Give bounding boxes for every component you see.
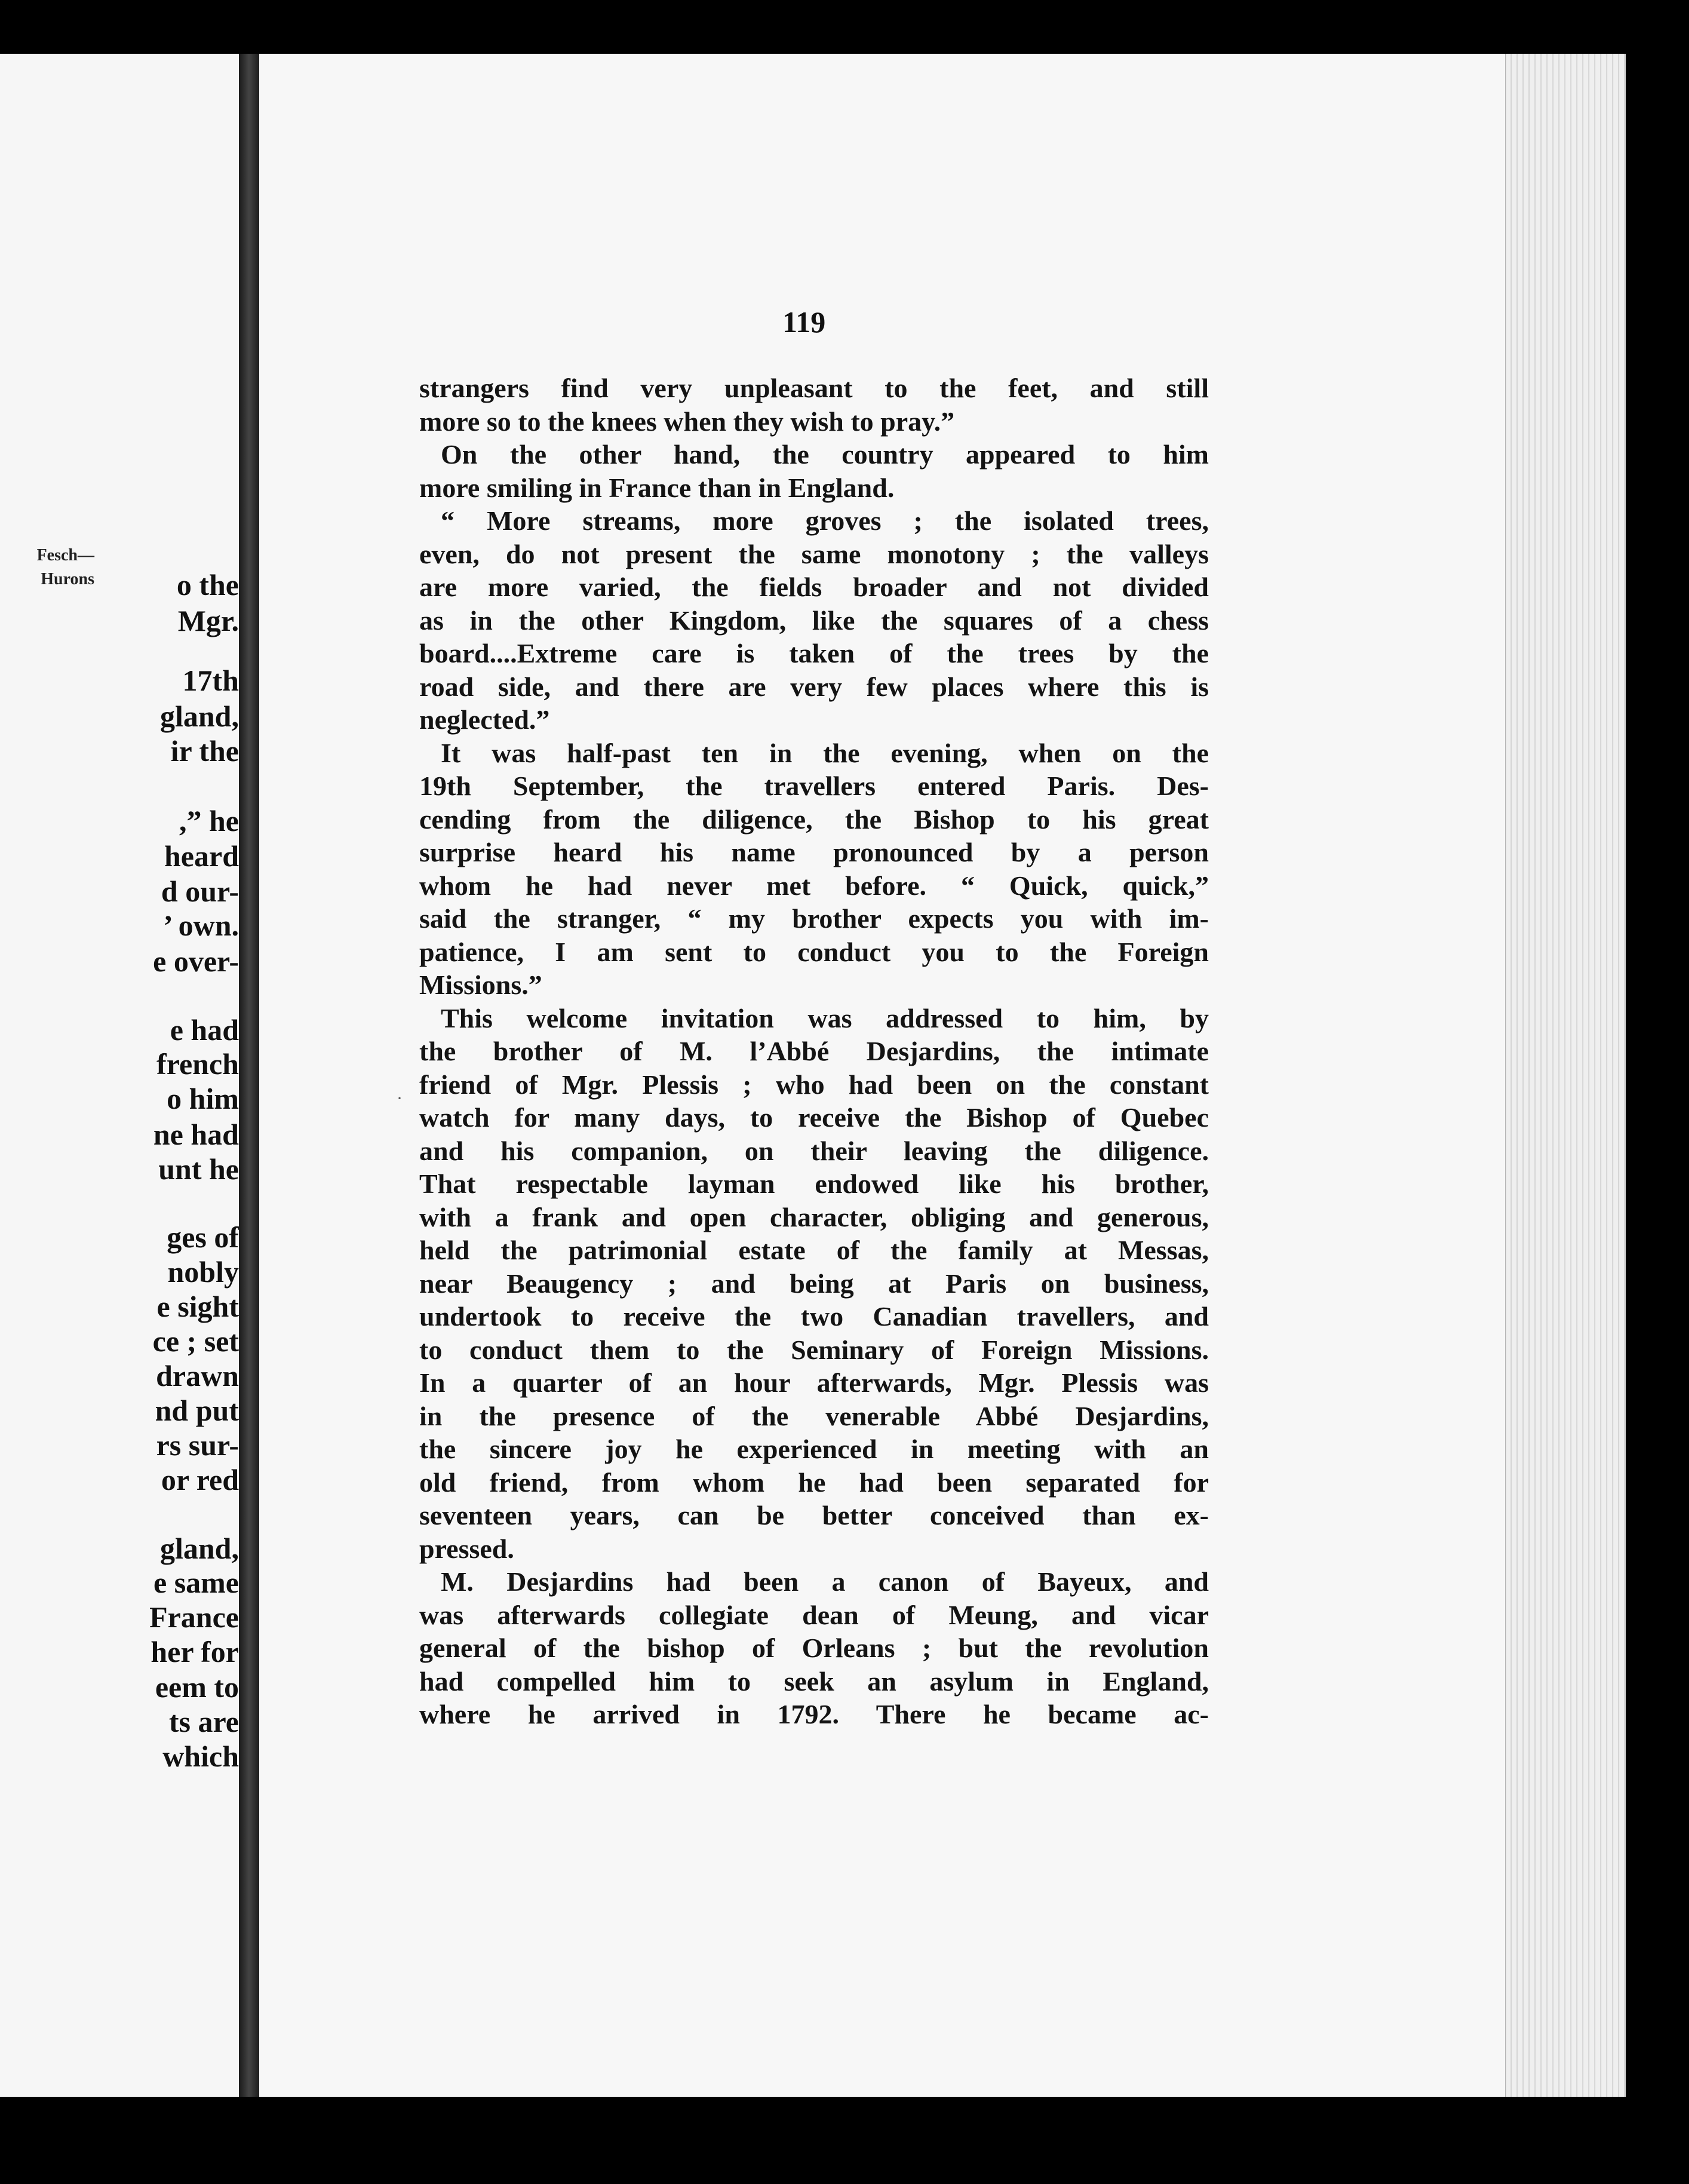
text-line: as in the other Kingdom, like the squares of a chess <box>419 605 1209 636</box>
previous-page-line: e same <box>153 1566 239 1599</box>
text-line: even, do not present the same monotony ; the valleys <box>419 538 1209 569</box>
text-line: and his companion, on their leaving the diligence. <box>419 1135 1209 1166</box>
previous-page-line: 17th <box>182 664 239 697</box>
previous-page-line: nd put <box>155 1394 239 1427</box>
text-line: to conduct them to the Seminary of Foreign Missions. <box>419 1334 1209 1365</box>
text-line: seventeen years, can be better conceived than ex- <box>419 1500 1209 1530</box>
text-line: the sincere joy he experienced in meeting with an <box>419 1434 1209 1464</box>
previous-page-line: ts are <box>168 1705 239 1738</box>
text-line: strangers find very unpleasant to the feet, and still <box>419 373 1209 403</box>
text-line: Missions.” <box>419 970 542 1000</box>
text-line: This welcome invitation was addressed to him, by <box>441 1002 1209 1033</box>
text-line: cending from the diligence, the Bishop to his great <box>419 803 1209 835</box>
text-line: had compelled him to seek an asylum in England, <box>419 1665 1209 1697</box>
previous-page-line: e over- <box>153 944 239 978</box>
text-line: That respectable layman endowed like his brother, <box>419 1168 1209 1199</box>
previous-page-line: ges of <box>167 1220 239 1254</box>
previous-page <box>0 54 240 2097</box>
previous-page-line: or red <box>161 1463 239 1496</box>
text-line: board....Extreme care is taken of the trees by the <box>419 638 1209 668</box>
previous-page-line: Mgr. <box>177 604 239 637</box>
previous-page-line: drawn <box>156 1359 239 1392</box>
previous-page-line: gland, <box>159 700 239 733</box>
text-line: old friend, from whom he had been separated for <box>419 1467 1209 1498</box>
previous-page-line: ne had <box>153 1118 239 1151</box>
previous-page-line: which <box>162 1740 239 1773</box>
margin-note-line: Fesch— <box>36 546 94 565</box>
page-edges <box>1505 54 1626 2097</box>
previous-page-line: unt he <box>158 1152 239 1186</box>
previous-page-line: o the <box>176 568 239 602</box>
previous-page-line: rs sur- <box>156 1428 239 1462</box>
previous-page-line: ,” he <box>179 804 239 838</box>
text-line: neglected.” <box>419 704 550 735</box>
margin-note <box>5 544 94 591</box>
text-line: pressed. <box>419 1533 514 1564</box>
previous-page-line: e sight <box>156 1290 239 1323</box>
previous-page-line: heard <box>164 839 239 873</box>
text-line: In a quarter of an hour afterwards, Mgr. Plessis was <box>419 1367 1209 1398</box>
text-line: undertook to receive the two Canadian travellers, and <box>419 1301 1209 1332</box>
previous-page-line: d our- <box>161 875 239 908</box>
text-line: more so to the knees when they wish to pray.” <box>419 406 955 437</box>
margin-note-line: Hurons <box>41 570 94 588</box>
previous-page-line: ir the <box>170 734 239 768</box>
text-line: more smiling in France than in England. <box>419 472 895 503</box>
text-line: M. Desjardins had been a canon of Bayeux, and <box>441 1566 1209 1597</box>
previous-page-line: her for <box>151 1635 239 1668</box>
text-line: general of the bishop of Orleans ; but the revolution <box>419 1633 1209 1663</box>
previous-page-line: e had <box>170 1013 239 1047</box>
text-line: 19th September, the travellers entered Paris. Des- <box>419 771 1209 801</box>
text-line: with a frank and open character, obliging and generous, <box>419 1201 1209 1232</box>
text-line: where he arrived in 1792. There he became ac- <box>419 1699 1209 1729</box>
previous-page-line: gland, <box>159 1532 239 1565</box>
previous-page-line: eem to <box>155 1670 239 1704</box>
previous-page-line: ce ; set <box>152 1324 239 1358</box>
text-line: On the other hand, the country appeared to him <box>441 439 1209 470</box>
text-line: whom he had never met before. “ Quick, quick,” <box>419 870 1209 901</box>
previous-page-line: France <box>149 1600 239 1634</box>
previous-page-line: ’ own. <box>163 909 239 942</box>
text-line: are more varied, the fields broader and not divided <box>419 572 1209 602</box>
text-line: in the presence of the venerable Abbé Desjardins, <box>419 1400 1209 1431</box>
text-line: held the patrimonial estate of the family at Messas, <box>419 1235 1209 1265</box>
page-body-text <box>419 372 1209 1731</box>
text-line: surprise heard his name pronounced by a person <box>419 837 1209 867</box>
text-line: said the stranger, “ my brother expects you with im- <box>419 903 1209 934</box>
previous-page-line: nobly <box>167 1255 239 1289</box>
text-line: “ More streams, more groves ; the isolated trees, <box>441 505 1209 536</box>
text-line: road side, and there are very few places where this is <box>419 671 1209 702</box>
text-line: friend of Mgr. Plessis ; who had been on the constant <box>419 1069 1209 1100</box>
previous-page-line: o him <box>167 1082 239 1115</box>
text-line: near Beaugency ; and being at Paris on business, <box>419 1268 1209 1299</box>
margin-mark: · <box>397 1088 403 1108</box>
text-line: watch for many days, to receive the Bishop of Quebec <box>419 1102 1209 1133</box>
text-line: the brother of M. l’Abbé Desjardins, the intimate <box>419 1036 1209 1066</box>
previous-page-line: french <box>156 1047 239 1081</box>
text-line: It was half-past ten in the evening, when on the <box>441 737 1209 768</box>
text-line: patience, I am sent to conduct you to the Foreign <box>419 936 1209 967</box>
text-line: was afterwards collegiate dean of Meung, and vicar <box>419 1599 1209 1630</box>
book-gutter <box>239 54 259 2097</box>
page-number: 119 <box>782 305 826 339</box>
